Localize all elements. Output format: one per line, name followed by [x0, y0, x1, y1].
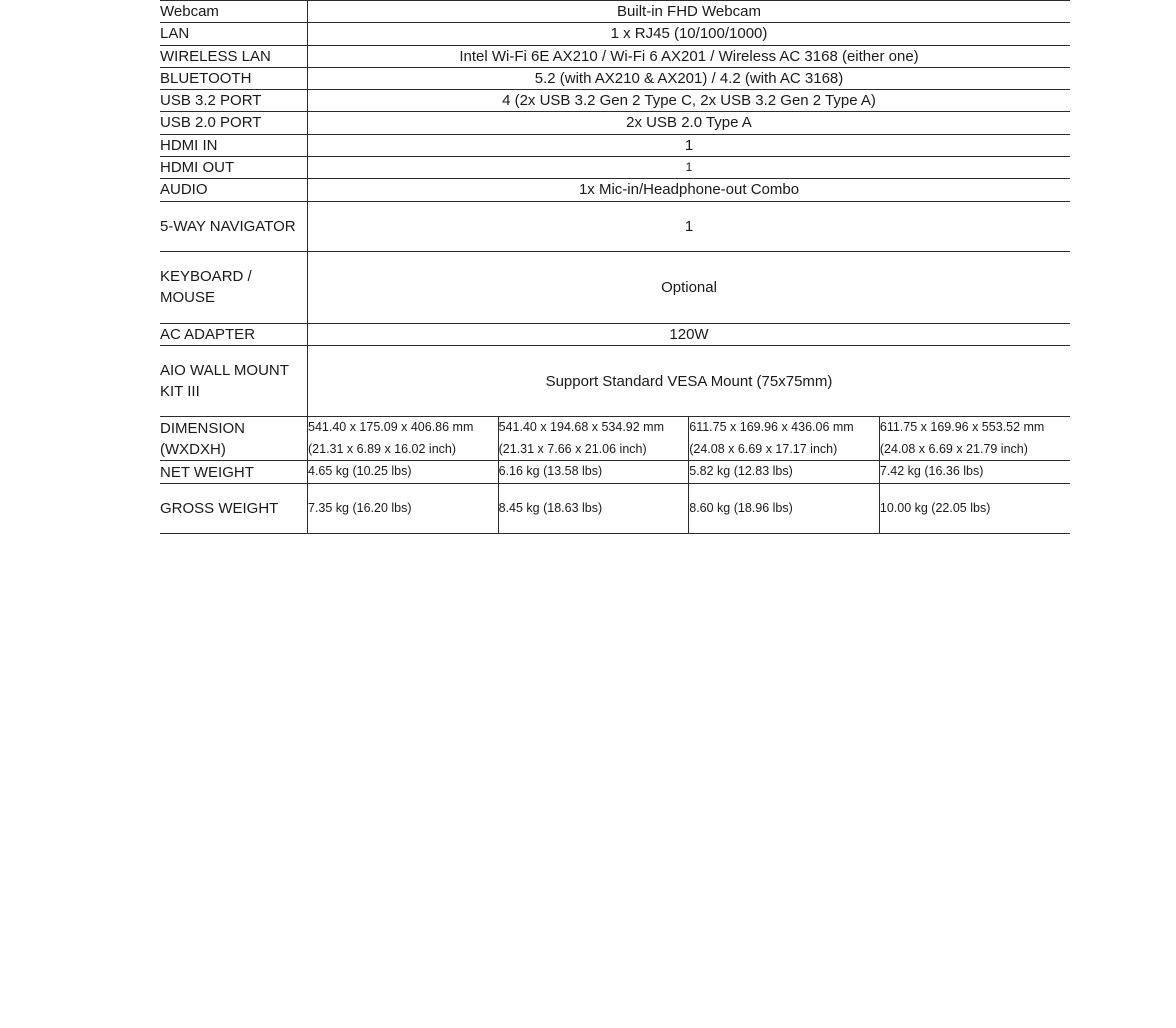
row-value-gross-weight-4 [879, 483, 1070, 533]
row-value-hdmi-out [308, 157, 1071, 179]
row-label-wireless-lan [160, 45, 308, 67]
row-value-net-weight-1 [308, 461, 499, 484]
table-row [160, 323, 1070, 345]
value-text: 2x USB 2.0 Type A [626, 114, 752, 132]
value-text: 1 [684, 136, 694, 154]
table-row [160, 45, 1070, 67]
table-row [160, 483, 1070, 533]
value-text: 120W [669, 325, 709, 343]
row-label-keyboard-mouse [160, 251, 308, 323]
value-text: 541.40 x 194.68 x 534.92 mm (21.31 x 7.66 x 21.06 inch) [498, 420, 665, 456]
label-text: HDMI IN [160, 136, 218, 154]
label-text: NET WEIGHT [160, 463, 254, 481]
row-value-dimension-1 [308, 417, 499, 461]
label-text: WIRELESS LAN [160, 47, 271, 65]
row-value-ac-adapter [308, 323, 1071, 345]
row-label-usb20-port [160, 112, 308, 134]
row-label-5-way-navigator [160, 201, 308, 251]
row-label-webcam [160, 1, 308, 23]
value-text: 6.16 kg (13.58 lbs) [498, 464, 603, 479]
table-row [160, 1, 1070, 23]
row-label-gross-weight [160, 483, 308, 533]
table-row [160, 23, 1070, 45]
row-value-hdmi-in [308, 134, 1071, 156]
label-text: HDMI OUT [160, 159, 235, 177]
specification-table-body [160, 1, 1070, 534]
row-value-net-weight-4 [879, 461, 1070, 484]
value-text: Intel Wi-Fi 6E AX210 / Wi-Fi 6 AX201 / Wireless AC 3168 (either one) [459, 47, 919, 65]
value-text: 1x Mic-in/Headphone-out Combo [578, 181, 800, 199]
row-label-aio-wall-mount-kit [160, 345, 308, 417]
label-text: KEYBOARD / MOUSE [160, 267, 252, 307]
row-label-hdmi-in [160, 134, 308, 156]
label-text: USB 3.2 PORT [160, 92, 262, 110]
value-text: 611.75 x 169.96 x 553.52 mm (24.08 x 6.69 x 21.79 inch) [879, 420, 1045, 456]
row-value-wireless-lan [308, 45, 1071, 67]
row-value-dimension-4 [879, 417, 1070, 461]
label-text: AC ADAPTER [160, 325, 256, 343]
label-text: USB 2.0 PORT [160, 114, 262, 132]
value-text: Built-in FHD Webcam [617, 3, 761, 20]
value-text: Support Standard VESA Mount (75x75mm) [545, 372, 833, 390]
value-text: Optional [661, 278, 717, 296]
table-row [160, 134, 1070, 156]
row-value-dimension-3 [689, 417, 880, 461]
value-text: 611.75 x 169.96 x 436.06 mm (24.08 x 6.69 x 17.17 inch) [689, 420, 854, 456]
row-label-bluetooth [160, 67, 308, 89]
row-label-dimension [160, 417, 308, 461]
table-row [160, 345, 1070, 417]
value-text: 8.60 kg (18.96 lbs) [689, 500, 793, 515]
table-row [160, 201, 1070, 251]
row-value-5-way-navigator [308, 201, 1071, 251]
label-text: Webcam [160, 3, 219, 20]
value-text: 7.35 kg (16.20 lbs) [308, 500, 412, 515]
row-value-net-weight-2 [498, 461, 689, 484]
row-label-hdmi-out [160, 157, 308, 179]
row-label-lan [160, 23, 308, 45]
value-text: 5.82 kg (12.83 lbs) [689, 464, 793, 479]
label-text: 5-WAY NAVIGATOR [160, 217, 296, 235]
specification-table [160, 0, 1070, 534]
row-value-gross-weight-2 [498, 483, 689, 533]
row-value-net-weight-3 [689, 461, 880, 484]
value-text: 1 x RJ45 (10/100/1000) [610, 25, 768, 43]
row-value-bluetooth [308, 67, 1071, 89]
row-value-lan [308, 23, 1071, 45]
row-label-audio [160, 179, 308, 201]
value-text: 4 (2x USB 3.2 Gen 2 Type C, 2x USB 3.2 Gen 2 Type A) [502, 92, 876, 110]
value-text: 5.2 (with AX210 & AX201) / 4.2 (with AC 3168) [534, 69, 844, 87]
table-row [160, 112, 1070, 134]
value-text: 8.45 kg (18.63 lbs) [498, 500, 603, 515]
row-value-aio-wall-mount-kit [308, 345, 1071, 417]
row-value-dimension-2 [498, 417, 689, 461]
table-row [160, 67, 1070, 89]
value-text: 7.42 kg (16.36 lbs) [879, 464, 984, 479]
label-text: AUDIO [160, 181, 208, 199]
row-value-webcam [308, 1, 1071, 23]
label-text: BLUETOOTH [160, 69, 252, 87]
value-text: 10.00 kg (22.05 lbs) [879, 500, 991, 515]
value-text: 541.40 x 175.09 x 406.86 mm (21.31 x 6.89 x 16.02 inch) [308, 420, 474, 456]
table-row [160, 461, 1070, 484]
row-label-ac-adapter [160, 323, 308, 345]
row-value-gross-weight-1 [308, 483, 499, 533]
table-row [160, 90, 1070, 112]
value-text: 4.65 kg (10.25 lbs) [308, 464, 412, 479]
label-text: GROSS WEIGHT [160, 499, 279, 517]
row-value-usb32-port [308, 90, 1071, 112]
table-row [160, 251, 1070, 323]
label-text: LAN [160, 25, 190, 43]
table-row [160, 157, 1070, 179]
value-text: 1 [685, 160, 693, 175]
row-value-audio [308, 179, 1071, 201]
label-text: DIMENSION (WXDXH) [160, 419, 246, 458]
label-text: AIO WALL MOUNT KIT III [160, 361, 289, 401]
table-row [160, 417, 1070, 461]
row-value-usb20-port [308, 112, 1071, 134]
row-value-gross-weight-3 [689, 483, 880, 533]
row-label-usb32-port [160, 90, 308, 112]
row-value-keyboard-mouse [308, 251, 1071, 323]
row-label-net-weight [160, 461, 308, 484]
value-text: 1 [684, 217, 694, 235]
table-row [160, 179, 1070, 201]
